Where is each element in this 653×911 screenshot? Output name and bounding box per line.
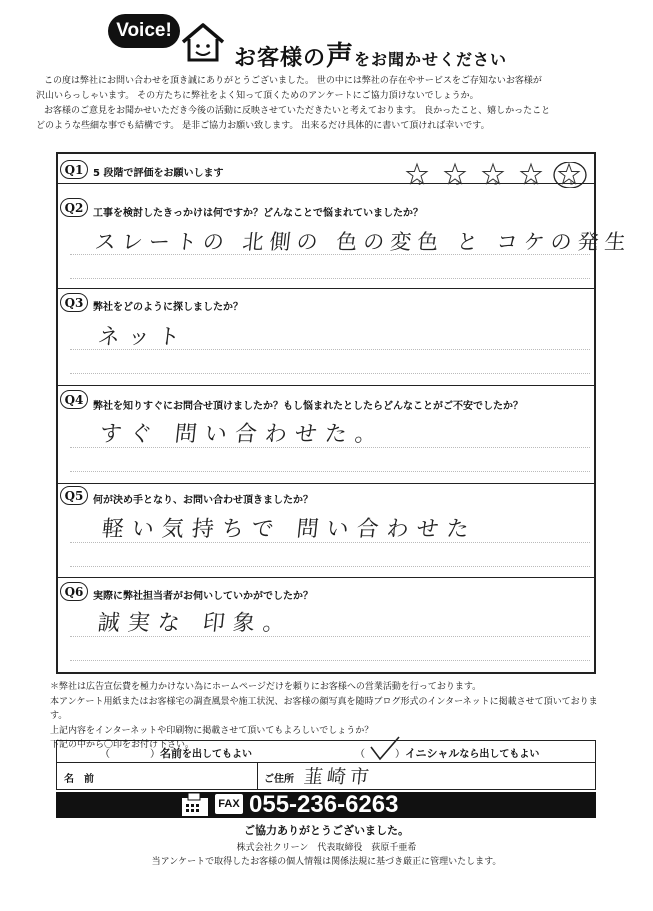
voice-badge: Voice! — [108, 14, 180, 48]
answer-rule — [70, 447, 590, 448]
answer-rule — [70, 254, 590, 255]
q5-question: 何が決め手となり、お問い合わせ頂きましたか？ — [93, 495, 313, 506]
star-5-icon — [559, 164, 579, 184]
redacted-name-field — [110, 765, 255, 787]
divider — [56, 385, 596, 386]
checkmark-icon — [368, 735, 402, 761]
q1-question: 5 段階で評価をお願いします — [93, 168, 224, 179]
answer-rule — [70, 471, 590, 472]
q5-badge: Q5 — [60, 486, 88, 505]
q4-badge: Q4 — [60, 390, 88, 409]
q2-badge: Q2 — [60, 198, 88, 217]
q6-answer: 誠実な 印象。 — [96, 611, 295, 636]
q3-answer: ネット — [96, 325, 190, 350]
star-label: 3 — [494, 181, 498, 187]
answer-rule — [70, 660, 590, 661]
star-label: 4 — [532, 181, 536, 187]
answer-rule — [70, 373, 590, 374]
rating-stars[interactable] — [405, 162, 590, 188]
answer-rule — [70, 349, 590, 350]
q3-badge: Q3 — [60, 293, 88, 312]
star-3-icon — [483, 164, 503, 184]
star-2-icon — [445, 164, 465, 184]
privacy-note: 当アンケートで取得したお客様の個人情報は関係法規に基づき厳正に管理いたします。 — [151, 857, 502, 867]
divider — [56, 483, 596, 484]
star-label: 1 — [418, 181, 422, 187]
house-smile-icon — [180, 22, 226, 64]
q6-question: 実際に弊社担当者がお伺いしていかがでしたか？ — [93, 591, 313, 602]
star-label: 2 — [456, 181, 460, 187]
divider — [56, 288, 596, 289]
q3-question: 弊社をどのように探しましたか？ — [93, 302, 243, 313]
intro-text: この度は弊社にお問い合わせを頂き誠にありがとうございました。 世の中には弊社の存在やサービスをご存知ないお客様が 沢山いらっしゃいます。 その方たちに弊社をよく知って頂くためのアンケートにご協力頂けないでしょうか。 お客様のご意見をお聞かせいただき今後の活動に反映させていただきたいと考えております。 良かったこと、嬉しかったこと どのような些細な事でも結構です。 是非ご協力お願い致します。 出来るだけ具体的に書いて頂ければ幸いです。 — [36, 76, 551, 131]
thanks-text: ご協力ありがとうございました。 — [244, 824, 409, 837]
answer-rule — [70, 542, 590, 543]
initial-permission-option[interactable]: （ ）イニシャルなら出してもよい — [355, 747, 540, 760]
name-label: 名 前 — [64, 774, 94, 785]
q4-answer: すぐ 問い合わせた。 — [98, 422, 387, 447]
address-label: ご住所 — [264, 774, 294, 785]
divider — [257, 762, 258, 789]
q5-answer: 軽い気持ちで 問い合わせた — [100, 517, 478, 542]
q4-question: 弊社を知りすぐにお問合せ頂けましたか？もし悩まれたとしたらどんなことがご不安でしたか？ — [93, 401, 523, 412]
answer-rule — [70, 636, 590, 637]
q6-badge: Q6 — [60, 582, 88, 601]
star-4-icon — [521, 164, 541, 184]
star-1-icon — [407, 164, 427, 184]
fax-machine-icon — [180, 790, 210, 820]
fax-label: FAX — [215, 794, 243, 814]
divider — [56, 577, 596, 578]
star-label: 5 — [570, 181, 574, 187]
address-value: 韮崎市 — [302, 766, 375, 788]
q2-question: 工事を検討したきっかけは何ですか？どんなことで悩まれていましたか？ — [93, 208, 423, 219]
fax-number: 055-236-6263 — [249, 791, 399, 818]
name-permission-option[interactable]: （ ）名前を出してもよい — [100, 747, 252, 760]
company-name: 株式会社クリーン 代表取締役 荻原千亜希 — [236, 843, 417, 853]
q1-badge: Q1 — [60, 160, 88, 179]
answer-rule — [70, 278, 590, 279]
q2-answer: スレートの 北側の 色の変色 と コケの発生 — [93, 230, 633, 254]
page-title: お客様の声をお聞かせください — [234, 41, 508, 72]
publication-notes: ＊弊社は広告宣伝費を極力かけない為にホームページだけを頼りにお客様への営業活動を行っております。 本アンケート用紙またはお客様宅の調査風景や施工状況、お客様の顔写真を随時ブログ形式のインターネットに掲載させて頂いております。 上記内容をインターネットや印刷物に掲載させて頂いてもよろしいでしょうか？ 下記の中から〇印をお付け下さい。 — [50, 682, 598, 750]
answer-rule — [70, 566, 590, 567]
